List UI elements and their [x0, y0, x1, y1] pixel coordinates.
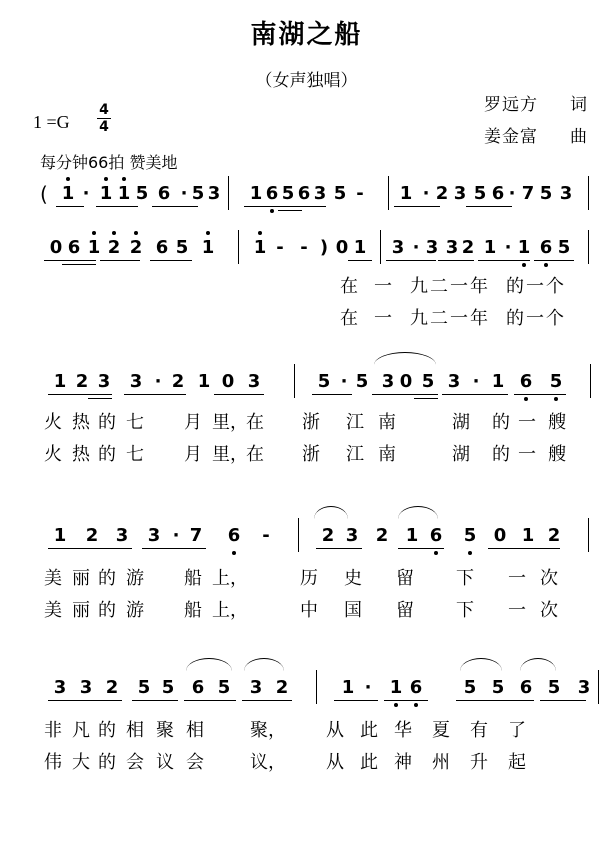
lyric-syllable: 七	[126, 412, 144, 433]
lyric-line-row2_v1	[0, 272, 613, 298]
lyric-syllable: 会	[186, 752, 204, 773]
lyric-syllable: 浙	[302, 444, 320, 465]
lyric-syllable: 火	[44, 412, 62, 433]
slur	[374, 352, 436, 365]
note: 6	[155, 237, 169, 258]
eighth-underline	[384, 700, 428, 701]
sixteenth-underline	[62, 264, 96, 265]
lyric-syllable: 中	[300, 600, 318, 621]
note: 1	[399, 183, 413, 204]
eighth-underline	[124, 394, 186, 395]
augmentation-dot: ·	[422, 183, 430, 204]
lyric-syllable: 的	[98, 752, 116, 773]
lyric-syllable: 议，	[250, 752, 286, 773]
lyric-syllable: 此	[360, 752, 378, 773]
lyric-syllable: 的一个	[506, 308, 566, 329]
note: 1	[60, 172, 76, 216]
lyric-syllable: 的一个	[506, 276, 566, 297]
lyric-syllable: 在	[246, 412, 264, 433]
lyric-syllable: 江	[346, 444, 364, 465]
lyric-syllable: 船	[184, 568, 202, 589]
lyric-syllable: 聚	[156, 720, 174, 741]
note: 5	[473, 183, 487, 204]
note: 6	[226, 514, 242, 558]
sixteenth-underline	[414, 398, 438, 399]
eighth-underline	[456, 700, 534, 701]
lyric-syllable: 伟	[44, 752, 62, 773]
lyric-syllable: 历	[300, 568, 318, 589]
eighth-underline	[100, 260, 140, 261]
tempo-marking: 每分钟66拍 赞美地	[40, 153, 178, 172]
score-row-row2	[0, 226, 613, 270]
lyric-syllable: 的	[98, 600, 116, 621]
lyric-line-row3_v1	[0, 408, 613, 434]
lyric-syllable: 议	[156, 752, 174, 773]
note: 6	[518, 360, 534, 404]
note: 3	[247, 371, 261, 392]
note: 3	[249, 677, 263, 698]
note: 0	[221, 371, 235, 392]
note: 3	[577, 677, 591, 698]
lyric-syllable: 国	[344, 600, 362, 621]
lyric-syllable: 有	[470, 720, 488, 741]
note: 6	[538, 226, 554, 270]
note: 6	[264, 172, 280, 216]
lyric-syllable: 次	[540, 600, 558, 621]
score-row-row5	[0, 666, 613, 710]
note: 2	[171, 371, 185, 392]
sixteenth-underline	[88, 398, 112, 399]
note: 6	[67, 237, 81, 258]
note: 2	[375, 525, 389, 546]
lyric-syllable: 船	[184, 600, 202, 621]
lyric-syllable: 火	[44, 444, 62, 465]
lyric-syllable: 起	[508, 752, 526, 773]
lyric-syllable: 夏	[432, 720, 450, 741]
lyric-syllable: 艘	[548, 412, 566, 433]
lyric-syllable: 此	[360, 720, 378, 741]
repeat-open-paren: (	[40, 182, 48, 206]
lyric-syllable: 美	[44, 600, 62, 621]
note: 3	[313, 183, 327, 204]
lyric-syllable: 九二一年	[410, 308, 490, 329]
note: 1	[516, 226, 532, 270]
note: 1	[388, 666, 404, 710]
note: 1	[353, 237, 367, 258]
bar-line	[228, 176, 229, 210]
augmentation-dot: ·	[340, 371, 348, 392]
eighth-underline	[142, 548, 206, 549]
note: 1	[252, 226, 268, 270]
eighth-underline	[312, 394, 352, 395]
note: 5	[217, 677, 231, 698]
lyric-syllable: 月	[184, 444, 202, 465]
lyric-syllable: 七	[126, 444, 144, 465]
note: 5	[281, 183, 295, 204]
lyric-syllable: 丽	[72, 568, 90, 589]
lyricist-role: 词	[570, 95, 588, 115]
composer-name: 姜金富	[484, 127, 538, 147]
note: 7	[189, 525, 203, 546]
lyric-syllable: 在	[246, 444, 264, 465]
lyric-syllable: 非	[44, 720, 62, 741]
note: 3	[79, 677, 93, 698]
eighth-underline	[316, 548, 362, 549]
eighth-underline	[488, 548, 560, 549]
note: 2	[435, 183, 449, 204]
lyric-syllable: 在	[340, 276, 358, 297]
note: 3	[97, 371, 111, 392]
song-title: 南湖之船	[250, 20, 363, 50]
note: 0	[49, 237, 63, 258]
note: 1	[116, 172, 132, 216]
composer-role: 曲	[570, 127, 588, 147]
note: 5	[333, 183, 347, 204]
lyric-syllable: 华	[394, 720, 412, 741]
note: 0	[399, 371, 413, 392]
note: 5	[548, 360, 564, 404]
lyric-syllable: 凡	[72, 720, 90, 741]
note: 5	[161, 677, 175, 698]
lyric-syllable: 一	[518, 412, 536, 433]
note: 3	[445, 237, 459, 258]
augmentation-dot: ·	[82, 183, 90, 204]
hold-dash: -	[262, 525, 270, 546]
eighth-underline	[334, 700, 378, 701]
eighth-underline	[386, 260, 436, 261]
note: 1	[483, 237, 497, 258]
eighth-underline	[184, 700, 236, 701]
note: 6	[519, 677, 533, 698]
eighth-underline	[514, 394, 566, 395]
note: 5	[137, 677, 151, 698]
lyric-syllable: 相	[126, 720, 144, 741]
score-row-row4	[0, 514, 613, 558]
time-signature	[96, 102, 112, 135]
lyric-syllable: 南	[378, 412, 396, 433]
slur	[314, 506, 348, 519]
lyric-syllable: 升	[470, 752, 488, 773]
eighth-underline	[44, 260, 96, 261]
lyric-syllable: 上，	[212, 568, 248, 589]
lyric-syllable: 一	[374, 308, 392, 329]
lyric-line-row4_v1	[0, 564, 613, 590]
note: 5	[547, 677, 561, 698]
bar-line	[588, 176, 589, 210]
note: 6	[408, 666, 424, 710]
lyric-syllable: 从	[326, 752, 344, 773]
lyric-syllable: 的	[492, 412, 510, 433]
note: 2	[106, 226, 122, 270]
lyric-syllable: 神	[394, 752, 412, 773]
lyric-syllable: 一	[508, 600, 526, 621]
augmentation-dot: ·	[412, 237, 420, 258]
slur	[520, 658, 556, 671]
lyric-syllable: 州	[432, 752, 450, 773]
lyric-syllable: 一	[518, 444, 536, 465]
bar-line	[598, 670, 599, 704]
note: 5	[462, 514, 478, 558]
note: 1	[98, 172, 114, 216]
lyric-syllable: 次	[540, 568, 558, 589]
lyric-syllable: 在	[340, 308, 358, 329]
note: 2	[547, 525, 561, 546]
augmentation-dot: ·	[472, 371, 480, 392]
note: 0	[493, 525, 507, 546]
lyric-syllable: 大	[72, 752, 90, 773]
lyric-line-row5_v1	[0, 716, 613, 742]
lyric-syllable: 月	[184, 412, 202, 433]
note: )	[319, 237, 329, 258]
eighth-underline	[244, 206, 326, 207]
note: 5	[175, 237, 189, 258]
augmentation-dot: ·	[504, 237, 512, 258]
lyric-line-row2_v2	[0, 304, 613, 330]
lyric-syllable: 从	[326, 720, 344, 741]
hold-dash: -	[300, 237, 308, 258]
note: 5	[539, 183, 553, 204]
augmentation-dot: ·	[180, 183, 188, 204]
eighth-underline	[394, 206, 440, 207]
note: 6	[157, 183, 171, 204]
note: 3	[559, 183, 573, 204]
time-signature-top: 4	[99, 102, 109, 118]
note: 0	[335, 237, 349, 258]
eighth-underline	[398, 548, 444, 549]
eighth-underline	[540, 700, 586, 701]
eighth-underline	[152, 206, 198, 207]
lyric-syllable: 一	[508, 568, 526, 589]
eighth-underline	[478, 260, 530, 261]
eighth-underline	[48, 700, 122, 701]
slur	[244, 658, 284, 671]
hold-dash: -	[276, 237, 284, 258]
lyric-line-row5_v2	[0, 748, 613, 774]
note: 1	[341, 677, 355, 698]
eighth-underline	[466, 206, 512, 207]
note: 2	[275, 677, 289, 698]
lyric-syllable: 江	[346, 412, 364, 433]
note: 2	[321, 525, 335, 546]
lyric-syllable: 相	[186, 720, 204, 741]
note: 3	[147, 525, 161, 546]
lyric-syllable: 里，	[212, 412, 248, 433]
note: 1	[249, 183, 263, 204]
lyric-syllable: 一	[374, 276, 392, 297]
lyric-syllable: 丽	[72, 600, 90, 621]
lyric-syllable: 留	[396, 568, 414, 589]
bar-line	[380, 230, 381, 264]
lyric-syllable: 下	[456, 600, 474, 621]
note: 2	[461, 237, 475, 258]
note: 1	[491, 371, 505, 392]
note: 5	[463, 677, 477, 698]
note: 6	[491, 183, 505, 204]
note: 5	[421, 371, 435, 392]
lyric-line-row3_v2	[0, 440, 613, 466]
eighth-underline	[438, 260, 474, 261]
note: 1	[200, 226, 216, 270]
eighth-underline	[132, 700, 178, 701]
note: 5	[191, 183, 205, 204]
lyric-syllable: 聚，	[250, 720, 286, 741]
slur	[398, 506, 438, 519]
lyric-syllable: 下	[456, 568, 474, 589]
note: 6	[428, 514, 444, 558]
bar-line	[590, 364, 591, 398]
note: 3	[115, 525, 129, 546]
note: 5	[135, 183, 149, 204]
note: 2	[75, 371, 89, 392]
lyric-line-row4_v2	[0, 596, 613, 622]
slur	[460, 658, 502, 671]
note: 1	[53, 525, 67, 546]
lyric-syllable: 留	[396, 600, 414, 621]
augmentation-dot: ·	[172, 525, 180, 546]
score-row-row1	[0, 172, 613, 216]
lyric-syllable: 上，	[212, 600, 248, 621]
note: 5	[317, 371, 331, 392]
note: 6	[297, 183, 311, 204]
lyric-syllable: 美	[44, 568, 62, 589]
note: 3	[453, 183, 467, 204]
lyric-syllable: 史	[344, 568, 362, 589]
note: 5	[491, 677, 505, 698]
note: 5	[557, 237, 571, 258]
lyric-syllable: 热	[72, 444, 90, 465]
lyric-syllable: 艘	[548, 444, 566, 465]
lyric-syllable: 南	[378, 444, 396, 465]
note: 1	[405, 525, 419, 546]
eighth-underline	[48, 394, 112, 395]
note: 1	[86, 226, 102, 270]
lyric-syllable: 的	[492, 444, 510, 465]
eighth-underline	[96, 206, 138, 207]
note: 3	[345, 525, 359, 546]
bar-line	[588, 230, 589, 264]
eighth-underline	[150, 260, 192, 261]
eighth-underline	[534, 260, 574, 261]
lyric-syllable: 的	[98, 568, 116, 589]
key-signature: 1 =G	[33, 112, 70, 132]
note: 2	[85, 525, 99, 546]
eighth-underline	[56, 206, 84, 207]
augmentation-dot: ·	[154, 371, 162, 392]
score-row-row3	[0, 360, 613, 404]
lyric-syllable: 浙	[302, 412, 320, 433]
lyric-syllable: 会	[126, 752, 144, 773]
song-subtitle: （女声独唱）	[255, 71, 358, 91]
note: 3	[53, 677, 67, 698]
eighth-underline	[442, 394, 508, 395]
note: 3	[447, 371, 461, 392]
note: 6	[191, 677, 205, 698]
lyric-syllable: 了	[508, 720, 526, 741]
eighth-underline	[242, 700, 292, 701]
time-signature-bottom: 4	[99, 119, 109, 135]
lyricist-name: 罗远方	[484, 95, 538, 115]
note: 1	[53, 371, 67, 392]
lyric-syllable: 游	[126, 568, 144, 589]
note: 3	[425, 237, 439, 258]
slur	[186, 658, 232, 671]
hold-dash: -	[356, 183, 364, 204]
lyric-syllable: 的	[98, 720, 116, 741]
augmentation-dot: ·	[364, 677, 372, 698]
sixteenth-underline	[278, 210, 302, 211]
note: 5	[355, 371, 369, 392]
eighth-underline	[48, 548, 132, 549]
bar-line	[316, 670, 317, 704]
lyric-syllable: 湖	[452, 412, 470, 433]
lyric-syllable: 游	[126, 600, 144, 621]
note: 2	[105, 677, 119, 698]
bar-line	[588, 518, 589, 552]
note: 7	[521, 183, 535, 204]
bar-line	[298, 518, 299, 552]
lyric-syllable: 里，	[212, 444, 248, 465]
lyric-syllable: 的	[98, 444, 116, 465]
lyric-syllable: 九二一年	[410, 276, 490, 297]
lyric-syllable: 热	[72, 412, 90, 433]
note: 3	[391, 237, 405, 258]
bar-line	[294, 364, 295, 398]
augmentation-dot: ·	[508, 183, 516, 204]
note: 3	[207, 183, 221, 204]
bar-line	[238, 230, 239, 264]
note: 2	[128, 226, 144, 270]
lyric-syllable: 的	[98, 412, 116, 433]
note: 1	[521, 525, 535, 546]
eighth-underline	[372, 394, 438, 395]
note: 1	[197, 371, 211, 392]
eighth-underline	[348, 260, 372, 261]
eighth-underline	[214, 394, 264, 395]
note: 3	[381, 371, 395, 392]
lyric-syllable: 湖	[452, 444, 470, 465]
bar-line	[388, 176, 389, 210]
note: 3	[129, 371, 143, 392]
